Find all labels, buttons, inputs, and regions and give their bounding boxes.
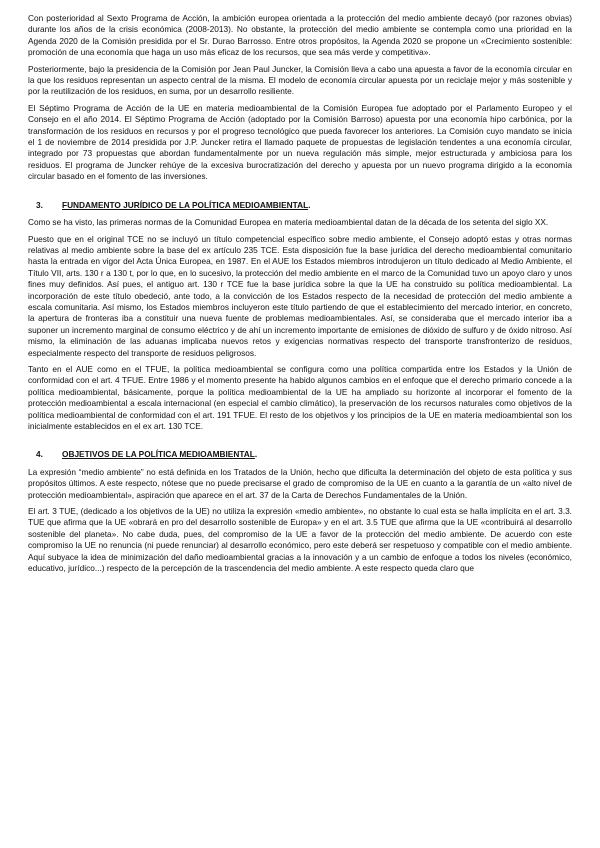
section-3-paragraph-1: Como se ha visto, las primeras normas de la Comunidad Europea en materia medioambiental datan de la década de los setenta del siglo XX.: [28, 217, 549, 228]
section-3-paragraph-2: Puesto que en el original TCE no se incluyó un título competencial específico sobre medio ambiente, el Consejo adoptó estas y otras normas relativas al medio ambiente sobre la base del ex artículo 235 TCE. Esta disposición fue la base jurídica del derecho medioambiental comunitario hasta la entrada en vigor del Acta Única Europea, en 1987. En el AUE los Estados miembros introdujeron un título dedicado al Medio Ambiente, el Título VII, arts. 130 r a 130 t, por lo que, en lo sucesivo, la protección del medio ambiente en el marco de la Comunidad tuvo un apoyo claro y unos fines muy definidos. Así pues, el antiguo art. 130 r TCE fue la base jurídica sobre la que la UE ha construido su política medioambiental. La incorporación de este título obedeció, ante todo, a la convicción de los Estados respecto de la necesidad de protección del medio ambiente a escala comunitaria. Así mismo, los Estados miembros incluyeron este título partiendo de que el establecimiento del mercado interior, en concreto, la apertura de fronteras iba a constituir una nueva fuente de problemas medioambientales. Así, se consideraba que el mercado interior iba a suponer un incremento marginal de consumo eléctrico y de ahí un incremento importante de emisiones de dióxido de sulfuro y de óxido nitroso. Así mismo, la eliminación de las aduanas implicaba nuevos retos y exigencias normativas respecto del transporte transfronterizo de residuos, especialmente respecto del transporte de residuos peligrosos.: [28, 233, 572, 358]
intro-paragraph-2: Posteriormente, bajo la presidencia de la Comisión por Jean Paul Juncker, la Comisión lleva a cabo una apuesta a favor de la economía circular en la que los residuos representan un aspecto central de la misma. El modelo de economía circular apuesta por un reciclaje mejor y más sostenible y por la reutilización de los residuos, en suma, por un desarrollo resiliente.: [28, 63, 572, 97]
intro-paragraph-1: Con posterioridad al Sexto Programa de Acción, la ambición europea orientada a la protección del medio ambiente decayó (por razones obvias) durante los años de la crisis económica (2008-2013). No obstante, la protección del medio ambiente se contempla como una prioridad en la Agenda 2020 de la Comisión presidida por el Sr. Durao Barrosso. Entre otros propósitos, la Agenda 2020 se propone un «Crecimiento sostenible: promoción de una economía que haga un uso más eficaz de los recursos, que sea más verde y competitiva».: [28, 13, 572, 58]
section-3-number: 3.: [36, 199, 43, 210]
section-4-title: OBJETIVOS DE LA POLÍTICA MEDIOAMBIENTAL: [62, 449, 255, 460]
section-4-suffix: .: [254, 449, 258, 460]
section-4-paragraph-1: La expresión “medio ambiente” no está definida en los Tratados de la Unión, hecho que dificulta la determinación del objeto de esta política y sus propósitos últimos. A este respecto, nótese que no puede precisarse el grado de compromiso de la UE en cuanto a la garantía de un «alto nivel de protección medioambiental», aspiración que aparece en el art. 37 de la Carta de Derechos Fundamentales de la Unión.: [28, 466, 572, 500]
section-3-heading: [36, 200, 572, 211]
section-4-heading: [36, 449, 572, 460]
section-4-paragraph-2: El art. 3 TUE, (dedicado a los objetivos de la UE) no utiliza la expresión «medio ambiente», no obstante lo cual esta se halla implícita en el art. 3.3. TUE que afirma que la UE «obrará en pro del desarrollo sostenible de Europa» y en el art. 3.5 TUE que afirma que la UE «contribuirá al desarrollo sostenible del planeta». No cabe duda, pues, del compromiso de la UE a favor de la protección del medio ambiente. De acuerdo con este compromiso la UE no renuncia (ni puede renunciar) al desarrollo económico, pero este deberá ser respetuoso y compatible con el medio ambiente. Aquí subyace la idea de minimización del daño medioambiental gracias a la innovación y a un cambio de enfoque a todos los niveles (económico, educativo, jurídico...) respecto de la percepción de la trascendencia del medio ambiente. A este respecto queda claro que: [28, 506, 572, 574]
section-3-paragraph-3: Tanto en el AUE como en el TFUE, la política medioambiental se configura como una política compartida entre los Estados y la Unión de conformidad con el art. 4 TFUE. Entre 1986 y el momento presente ha habido algunos cambios en el enfoque que el derecho primario concede a la política medioambiental, básicamente, porque la política medioambiental de la UE ha ampliado su horizonte al incorporar el fomento de la protección medioambiental a escala internacional (en especial el cambio climático), la preservación de los recursos naturales como objetivos de la política medioambiental de conformidad con el art. 191 TFUE. El resto de los objetivos y los principios de la UE en materia medioambiental son los inicialmente establecidos en el ex art. 130 TCE.: [28, 363, 572, 431]
section-3-suffix: .: [308, 199, 311, 210]
intro-paragraph-3: El Séptimo Programa de Acción de la UE en materia medioambiental de la Comisión Europea fue adoptado por el Parlamento Europeo y el Consejo en el año 2014. El Séptimo Programa de Acción (adoptado por la Comisión Barroso) apuesta por una economía hipo carbónica, por la transformación de los residuos en recursos y por el progreso tecnológico que pueda favorecer los anteriores. La Comisión cuyo mandato se inicia el 1 de noviembre de 2014 presidida por J.P. Juncker retira el llamado paquete de propuestas de legislación tendentes a una economía circular, integrado por 73 propuestas que abordan fundamentalmente por un nueva regulación más simple, mejor estructurada y ambiciosa para los residuos. El programa de Juncker rehúye de la excesiva burocratización del derecho y apuesta por un nuevo programa dirigido a la economía circular basado en el fomento de las inversiones.: [28, 102, 572, 182]
section-4-number: 4.: [36, 449, 43, 460]
section-3-title: FUNDAMENTO JURÍDICO DE LA POLÍTICA MEDIOAMBIENTAL: [62, 199, 309, 210]
